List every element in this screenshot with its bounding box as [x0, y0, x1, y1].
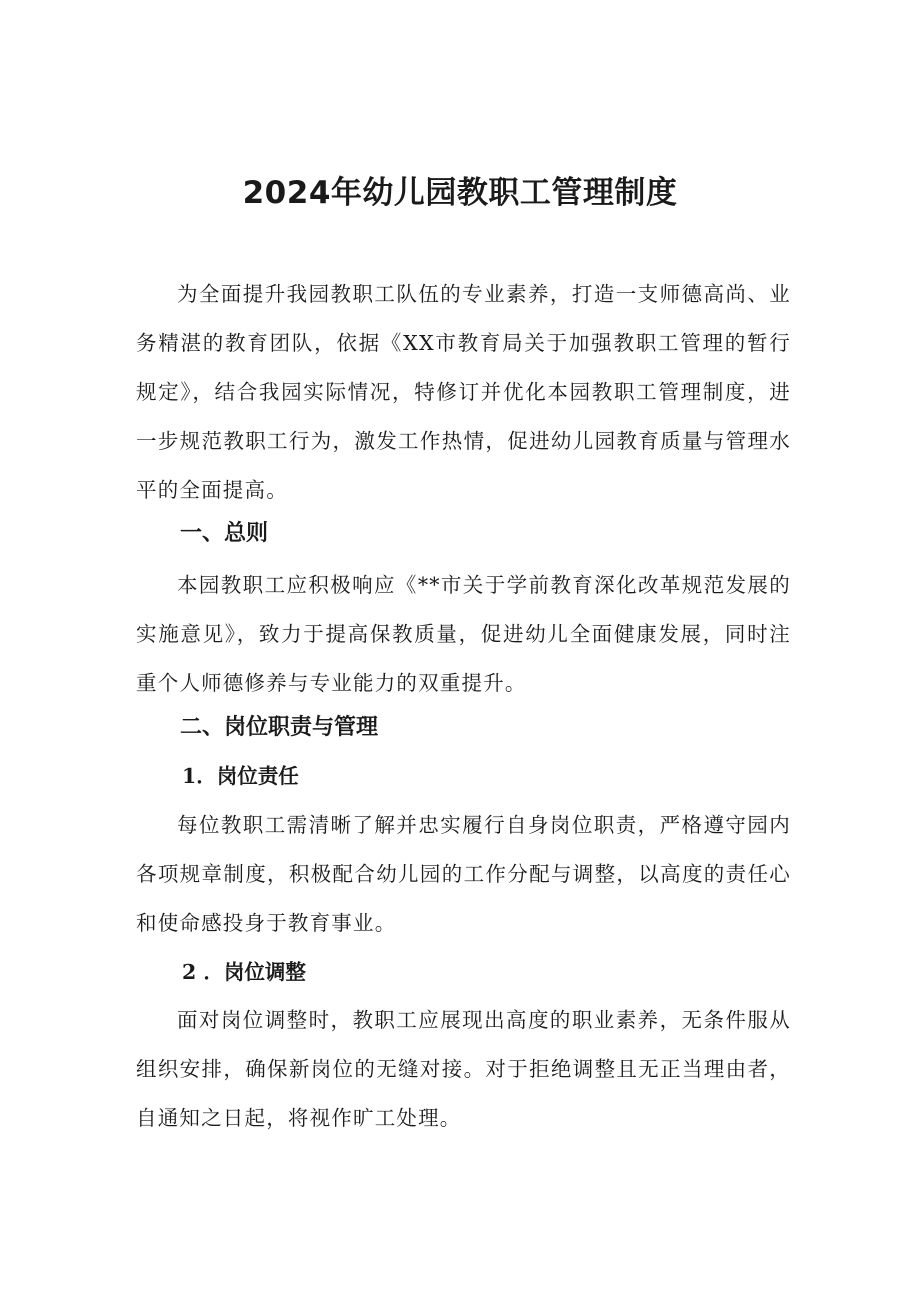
section-heading-general: 一、总则	[180, 521, 269, 546]
adjustment-paragraph: 面对岗位调整时，教职工应展现出高度的职业素养，无条件服从组织安排，确保新岗位的无缝对接。对于拒绝调整且无正当理由者，自通知之日起，将视作旷工处理。	[136, 1008, 791, 1130]
subheading-responsibility: 1．岗位责任	[182, 764, 299, 788]
intro-paragraph: 为全面提升我园教职工队伍的专业素养，打造一支师德高尚、业务精湛的教育团队，依据《XX市教育局关于加强教职工管理的暂行规定》，结合我园实际情况，特修订并优化本园教职工管理制度，进一步规范教职工行为，激发工作热情，促进幼儿园教育质量与管理水平的全面提高。	[136, 282, 791, 502]
document-title: 2024年幼儿园教职工管理制度	[242, 175, 678, 211]
subheading-adjustment: 2 ．岗位调整	[182, 960, 306, 984]
general-paragraph: 本园教职工应积极响应《**市关于学前教育深化改革规范发展的实施意见》，致力于提高保教质量，促进幼儿全面健康发展，同时注重个人师德修养与专业能力的双重提升。	[136, 573, 791, 695]
section-heading-duties: 二、岗位职责与管理	[180, 715, 379, 740]
responsibility-paragraph: 每位教职工需清晰了解并忠实履行自身岗位职责，严格遵守园内各项规章制度，积极配合幼儿园的工作分配与调整，以高度的责任心和使命感投身于教育事业。	[136, 813, 791, 935]
